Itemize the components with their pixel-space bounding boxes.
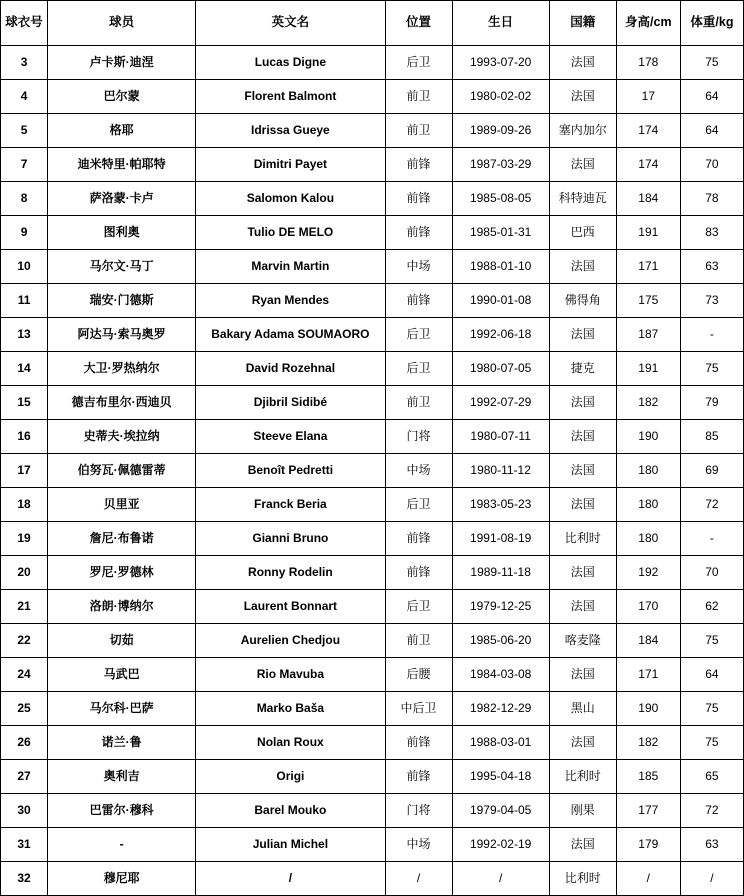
cell-name: 阿达马·索马奥罗 bbox=[48, 318, 196, 352]
cell-number: 17 bbox=[1, 454, 48, 488]
cell-weight: 73 bbox=[680, 284, 743, 318]
table-row bbox=[1, 352, 744, 386]
cell-english: Franck Beria bbox=[196, 488, 385, 522]
cell-position: 后卫 bbox=[385, 352, 452, 386]
cell-height: 180 bbox=[616, 488, 680, 522]
table-row bbox=[1, 386, 744, 420]
cell-english: Nolan Roux bbox=[196, 726, 385, 760]
table-row bbox=[1, 46, 744, 80]
cell-nationality: 法国 bbox=[549, 726, 616, 760]
cell-number: 26 bbox=[1, 726, 48, 760]
cell-height: 178 bbox=[616, 46, 680, 80]
cell-name: 巴尔蒙 bbox=[48, 80, 196, 114]
cell-weight: 78 bbox=[680, 182, 743, 216]
cell-name: 切茹 bbox=[48, 624, 196, 658]
table-row bbox=[1, 318, 744, 352]
cell-nationality: 法国 bbox=[549, 488, 616, 522]
cell-weight: 63 bbox=[680, 250, 743, 284]
cell-weight: 64 bbox=[680, 658, 743, 692]
cell-nationality: 比利时 bbox=[549, 760, 616, 794]
cell-nationality: 黑山 bbox=[549, 692, 616, 726]
cell-english: Rio Mavuba bbox=[196, 658, 385, 692]
cell-birthday: 1980-11-12 bbox=[452, 454, 549, 488]
table-row bbox=[1, 828, 744, 862]
cell-english: Salomon Kalou bbox=[196, 182, 385, 216]
column-header-weight: 体重/kg bbox=[680, 1, 743, 46]
table-row bbox=[1, 148, 744, 182]
cell-height: 191 bbox=[616, 352, 680, 386]
cell-position: 门将 bbox=[385, 420, 452, 454]
cell-name: 奥利吉 bbox=[48, 760, 196, 794]
cell-nationality: 法国 bbox=[549, 590, 616, 624]
cell-birthday: 1985-08-05 bbox=[452, 182, 549, 216]
cell-name: 格耶 bbox=[48, 114, 196, 148]
cell-nationality: 刚果 bbox=[549, 794, 616, 828]
cell-number: 7 bbox=[1, 148, 48, 182]
cell-number: 24 bbox=[1, 658, 48, 692]
cell-height: 192 bbox=[616, 556, 680, 590]
cell-english: David Rozehnal bbox=[196, 352, 385, 386]
cell-weight: 62 bbox=[680, 590, 743, 624]
cell-position: 后卫 bbox=[385, 46, 452, 80]
table-row bbox=[1, 862, 744, 896]
cell-position: 前卫 bbox=[385, 114, 452, 148]
cell-nationality: 巴西 bbox=[549, 216, 616, 250]
cell-number: 10 bbox=[1, 250, 48, 284]
table-row bbox=[1, 794, 744, 828]
cell-weight: 75 bbox=[680, 46, 743, 80]
cell-weight: 63 bbox=[680, 828, 743, 862]
cell-english: Bakary Adama SOUMAORO bbox=[196, 318, 385, 352]
cell-nationality: 法国 bbox=[549, 318, 616, 352]
cell-nationality: 法国 bbox=[549, 420, 616, 454]
cell-english: Lucas Digne bbox=[196, 46, 385, 80]
cell-name: 史蒂夫·埃拉纳 bbox=[48, 420, 196, 454]
cell-height: 175 bbox=[616, 284, 680, 318]
cell-english: / bbox=[196, 862, 385, 896]
cell-name: 图利奥 bbox=[48, 216, 196, 250]
cell-weight: - bbox=[680, 318, 743, 352]
column-header-name: 球员 bbox=[48, 1, 196, 46]
cell-english: Aurelien Chedjou bbox=[196, 624, 385, 658]
cell-english: Laurent Bonnart bbox=[196, 590, 385, 624]
cell-name: 洛朗·博纳尔 bbox=[48, 590, 196, 624]
cell-weight: / bbox=[680, 862, 743, 896]
cell-birthday: 1982-12-29 bbox=[452, 692, 549, 726]
cell-number: 4 bbox=[1, 80, 48, 114]
cell-english: Gianni Bruno bbox=[196, 522, 385, 556]
column-header-height: 身高/cm bbox=[616, 1, 680, 46]
cell-birthday: 1993-07-20 bbox=[452, 46, 549, 80]
cell-number: 11 bbox=[1, 284, 48, 318]
cell-position: 前锋 bbox=[385, 556, 452, 590]
cell-weight: 70 bbox=[680, 556, 743, 590]
table-row bbox=[1, 284, 744, 318]
cell-birthday: 1992-07-29 bbox=[452, 386, 549, 420]
cell-name: 马尔科·巴萨 bbox=[48, 692, 196, 726]
table-row bbox=[1, 522, 744, 556]
cell-name: 詹尼·布鲁诺 bbox=[48, 522, 196, 556]
cell-weight: 75 bbox=[680, 352, 743, 386]
cell-height: 187 bbox=[616, 318, 680, 352]
cell-english: Benoît Pedretti bbox=[196, 454, 385, 488]
cell-position: 前卫 bbox=[385, 386, 452, 420]
cell-weight: 72 bbox=[680, 488, 743, 522]
cell-weight: 75 bbox=[680, 624, 743, 658]
column-header-birthday: 生日 bbox=[452, 1, 549, 46]
cell-number: 20 bbox=[1, 556, 48, 590]
table-row bbox=[1, 590, 744, 624]
column-header-position: 位置 bbox=[385, 1, 452, 46]
cell-height: 182 bbox=[616, 726, 680, 760]
cell-nationality: 法国 bbox=[549, 250, 616, 284]
cell-number: 13 bbox=[1, 318, 48, 352]
cell-height: 170 bbox=[616, 590, 680, 624]
cell-height: 171 bbox=[616, 250, 680, 284]
cell-position: / bbox=[385, 862, 452, 896]
cell-number: 30 bbox=[1, 794, 48, 828]
cell-nationality: 法国 bbox=[549, 658, 616, 692]
cell-weight: 75 bbox=[680, 692, 743, 726]
cell-number: 31 bbox=[1, 828, 48, 862]
cell-number: 21 bbox=[1, 590, 48, 624]
cell-english: Florent Balmont bbox=[196, 80, 385, 114]
cell-name: 贝里亚 bbox=[48, 488, 196, 522]
cell-weight: 75 bbox=[680, 726, 743, 760]
cell-position: 前锋 bbox=[385, 284, 452, 318]
cell-number: 16 bbox=[1, 420, 48, 454]
cell-weight: - bbox=[680, 522, 743, 556]
column-header-english: 英文名 bbox=[196, 1, 385, 46]
cell-english: Barel Mouko bbox=[196, 794, 385, 828]
cell-name: 萨洛蒙·卡卢 bbox=[48, 182, 196, 216]
cell-english: Steeve Elana bbox=[196, 420, 385, 454]
cell-english: Marko Baša bbox=[196, 692, 385, 726]
cell-weight: 64 bbox=[680, 114, 743, 148]
cell-height: 171 bbox=[616, 658, 680, 692]
cell-nationality: 塞内加尔 bbox=[549, 114, 616, 148]
table-row bbox=[1, 420, 744, 454]
cell-birthday: 1984-03-08 bbox=[452, 658, 549, 692]
cell-name: 马尔文·马丁 bbox=[48, 250, 196, 284]
cell-nationality: 喀麦隆 bbox=[549, 624, 616, 658]
cell-weight: 64 bbox=[680, 80, 743, 114]
cell-number: 5 bbox=[1, 114, 48, 148]
table-row bbox=[1, 624, 744, 658]
cell-birthday: 1985-06-20 bbox=[452, 624, 549, 658]
cell-number: 32 bbox=[1, 862, 48, 896]
cell-name: 穆尼耶 bbox=[48, 862, 196, 896]
cell-english: Tulio DE MELO bbox=[196, 216, 385, 250]
cell-weight: 83 bbox=[680, 216, 743, 250]
table-row bbox=[1, 488, 744, 522]
cell-position: 前锋 bbox=[385, 148, 452, 182]
cell-weight: 70 bbox=[680, 148, 743, 182]
table-row bbox=[1, 216, 744, 250]
cell-position: 中后卫 bbox=[385, 692, 452, 726]
cell-birthday: 1979-12-25 bbox=[452, 590, 549, 624]
cell-name: 大卫·罗热纳尔 bbox=[48, 352, 196, 386]
cell-position: 后腰 bbox=[385, 658, 452, 692]
cell-name: 伯努瓦·佩德雷蒂 bbox=[48, 454, 196, 488]
cell-weight: 85 bbox=[680, 420, 743, 454]
cell-height: 185 bbox=[616, 760, 680, 794]
cell-position: 中场 bbox=[385, 250, 452, 284]
cell-nationality: 捷克 bbox=[549, 352, 616, 386]
cell-position: 后卫 bbox=[385, 488, 452, 522]
table-row bbox=[1, 182, 744, 216]
cell-english: Marvin Martin bbox=[196, 250, 385, 284]
cell-birthday: / bbox=[452, 862, 549, 896]
cell-birthday: 1990-01-08 bbox=[452, 284, 549, 318]
cell-nationality: 佛得角 bbox=[549, 284, 616, 318]
cell-position: 中场 bbox=[385, 828, 452, 862]
cell-name: 罗尼·罗德林 bbox=[48, 556, 196, 590]
cell-name: 马武巴 bbox=[48, 658, 196, 692]
cell-english: Ronny Rodelin bbox=[196, 556, 385, 590]
column-header-nationality: 国籍 bbox=[549, 1, 616, 46]
cell-birthday: 1985-01-31 bbox=[452, 216, 549, 250]
cell-height: / bbox=[616, 862, 680, 896]
cell-height: 180 bbox=[616, 454, 680, 488]
table-row bbox=[1, 726, 744, 760]
cell-height: 17 bbox=[616, 80, 680, 114]
cell-nationality: 法国 bbox=[549, 556, 616, 590]
cell-birthday: 1987-03-29 bbox=[452, 148, 549, 182]
cell-position: 中场 bbox=[385, 454, 452, 488]
cell-number: 19 bbox=[1, 522, 48, 556]
cell-english: Julian Michel bbox=[196, 828, 385, 862]
cell-nationality: 法国 bbox=[549, 80, 616, 114]
cell-height: 179 bbox=[616, 828, 680, 862]
cell-number: 27 bbox=[1, 760, 48, 794]
cell-position: 后卫 bbox=[385, 318, 452, 352]
table-body bbox=[1, 46, 744, 896]
cell-weight: 69 bbox=[680, 454, 743, 488]
cell-number: 15 bbox=[1, 386, 48, 420]
cell-height: 190 bbox=[616, 420, 680, 454]
table-header bbox=[1, 1, 744, 46]
cell-height: 174 bbox=[616, 148, 680, 182]
cell-nationality: 法国 bbox=[549, 454, 616, 488]
cell-height: 184 bbox=[616, 624, 680, 658]
cell-number: 18 bbox=[1, 488, 48, 522]
cell-position: 前锋 bbox=[385, 216, 452, 250]
cell-name: 瑞安·门德斯 bbox=[48, 284, 196, 318]
cell-english: Djibril Sidibé bbox=[196, 386, 385, 420]
table-row bbox=[1, 454, 744, 488]
cell-number: 25 bbox=[1, 692, 48, 726]
cell-name: 德吉布里尔·西迪贝 bbox=[48, 386, 196, 420]
cell-birthday: 1979-04-05 bbox=[452, 794, 549, 828]
cell-number: 9 bbox=[1, 216, 48, 250]
cell-height: 180 bbox=[616, 522, 680, 556]
cell-nationality: 科特迪瓦 bbox=[549, 182, 616, 216]
table-row bbox=[1, 760, 744, 794]
cell-position: 前锋 bbox=[385, 726, 452, 760]
cell-english: Dimitri Payet bbox=[196, 148, 385, 182]
cell-position: 门将 bbox=[385, 794, 452, 828]
cell-birthday: 1995-04-18 bbox=[452, 760, 549, 794]
cell-position: 前锋 bbox=[385, 522, 452, 556]
cell-height: 191 bbox=[616, 216, 680, 250]
cell-name: 诺兰·鲁 bbox=[48, 726, 196, 760]
column-header-number: 球衣号 bbox=[1, 1, 48, 46]
cell-english: Idrissa Gueye bbox=[196, 114, 385, 148]
cell-weight: 79 bbox=[680, 386, 743, 420]
cell-birthday: 1992-02-19 bbox=[452, 828, 549, 862]
cell-birthday: 1983-05-23 bbox=[452, 488, 549, 522]
table-row bbox=[1, 692, 744, 726]
cell-birthday: 1992-06-18 bbox=[452, 318, 549, 352]
cell-height: 190 bbox=[616, 692, 680, 726]
cell-position: 前卫 bbox=[385, 80, 452, 114]
cell-number: 8 bbox=[1, 182, 48, 216]
table-row bbox=[1, 114, 744, 148]
cell-birthday: 1980-07-11 bbox=[452, 420, 549, 454]
cell-height: 184 bbox=[616, 182, 680, 216]
table-row bbox=[1, 80, 744, 114]
cell-nationality: 比利时 bbox=[549, 862, 616, 896]
cell-position: 前锋 bbox=[385, 760, 452, 794]
table-row bbox=[1, 658, 744, 692]
cell-height: 174 bbox=[616, 114, 680, 148]
cell-nationality: 法国 bbox=[549, 386, 616, 420]
cell-nationality: 法国 bbox=[549, 148, 616, 182]
cell-birthday: 1991-08-19 bbox=[452, 522, 549, 556]
cell-english: Ryan Mendes bbox=[196, 284, 385, 318]
cell-name: - bbox=[48, 828, 196, 862]
cell-position: 前卫 bbox=[385, 624, 452, 658]
cell-name: 迪米特里·帕耶特 bbox=[48, 148, 196, 182]
cell-english: Origi bbox=[196, 760, 385, 794]
cell-birthday: 1980-02-02 bbox=[452, 80, 549, 114]
cell-height: 182 bbox=[616, 386, 680, 420]
cell-height: 177 bbox=[616, 794, 680, 828]
cell-nationality: 法国 bbox=[549, 46, 616, 80]
cell-position: 前锋 bbox=[385, 182, 452, 216]
cell-number: 14 bbox=[1, 352, 48, 386]
cell-birthday: 1988-01-10 bbox=[452, 250, 549, 284]
cell-nationality: 法国 bbox=[549, 828, 616, 862]
cell-number: 22 bbox=[1, 624, 48, 658]
cell-name: 卢卡斯·迪涅 bbox=[48, 46, 196, 80]
table-header-row bbox=[1, 1, 744, 46]
cell-name: 巴雷尔·穆科 bbox=[48, 794, 196, 828]
cell-weight: 65 bbox=[680, 760, 743, 794]
cell-birthday: 1988-03-01 bbox=[452, 726, 549, 760]
cell-weight: 72 bbox=[680, 794, 743, 828]
cell-number: 3 bbox=[1, 46, 48, 80]
cell-birthday: 1980-07-05 bbox=[452, 352, 549, 386]
table-row bbox=[1, 556, 744, 590]
table-row bbox=[1, 250, 744, 284]
cell-birthday: 1989-11-18 bbox=[452, 556, 549, 590]
cell-position: 后卫 bbox=[385, 590, 452, 624]
cell-nationality: 比利时 bbox=[549, 522, 616, 556]
cell-birthday: 1989-09-26 bbox=[452, 114, 549, 148]
